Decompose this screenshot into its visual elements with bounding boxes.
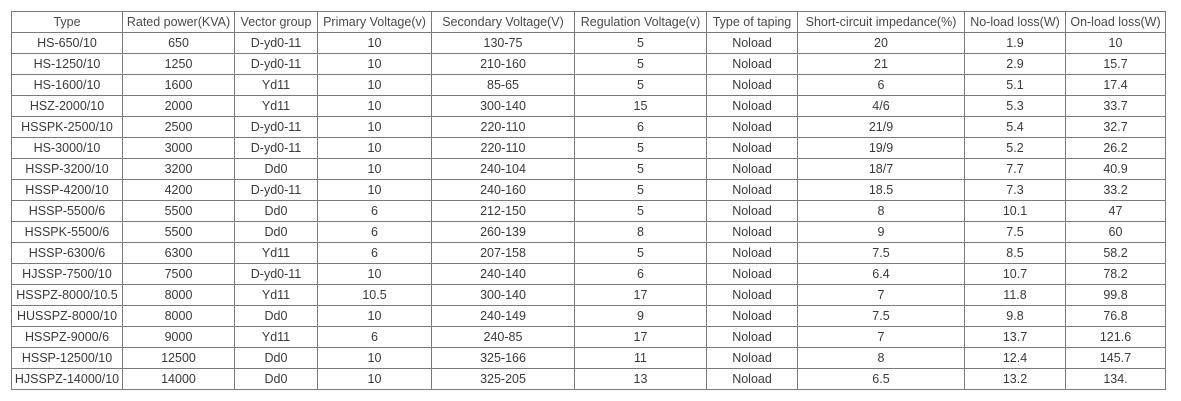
table-cell: 6 [318, 201, 432, 222]
table-cell: 10 [1066, 33, 1166, 54]
table-cell: 47 [1066, 201, 1166, 222]
table-cell: 8.5 [965, 243, 1066, 264]
table-cell: 7.5 [798, 243, 965, 264]
table-cell: 2000 [123, 96, 235, 117]
table-cell: 14000 [123, 369, 235, 390]
table-cell: 6 [318, 222, 432, 243]
table-row [12, 348, 1166, 369]
table-cell: 17 [575, 285, 707, 306]
table-cell: 1250 [123, 54, 235, 75]
table-cell: 7 [798, 285, 965, 306]
table-cell: HSSPZ-8000/10.5 [12, 285, 123, 306]
table-cell: 240-104 [432, 159, 575, 180]
table-cell: Noload [707, 33, 798, 54]
table-cell: Noload [707, 54, 798, 75]
table-cell: Yd11 [235, 285, 318, 306]
table-cell: 17 [575, 327, 707, 348]
table-cell: 10.7 [965, 264, 1066, 285]
table-cell: Noload [707, 243, 798, 264]
table-cell: 26.2 [1066, 138, 1166, 159]
table-cell: 8000 [123, 285, 235, 306]
table-row [12, 75, 1166, 96]
table-cell: 6 [318, 327, 432, 348]
table-cell: Noload [707, 75, 798, 96]
table-cell: HJSSP-7500/10 [12, 264, 123, 285]
table-cell: 13 [575, 369, 707, 390]
table-row [12, 369, 1166, 390]
table-cell: 220-110 [432, 117, 575, 138]
table-cell: 40.9 [1066, 159, 1166, 180]
table-cell: D-yd0-11 [235, 33, 318, 54]
table-cell: 2.9 [965, 54, 1066, 75]
table-cell: 240-160 [432, 180, 575, 201]
table-cell: Yd11 [235, 75, 318, 96]
col-rated-power-header: Rated power(KVA) [123, 12, 235, 33]
table-cell: 300-140 [432, 96, 575, 117]
table-row [12, 138, 1166, 159]
table-cell: 17.4 [1066, 75, 1166, 96]
table-cell: 240-149 [432, 306, 575, 327]
table-cell: 7.5 [798, 306, 965, 327]
table-cell: Dd0 [235, 369, 318, 390]
table-cell: 58.2 [1066, 243, 1166, 264]
table-cell: Noload [707, 369, 798, 390]
table-cell: 12.4 [965, 348, 1066, 369]
table-cell: 9 [575, 306, 707, 327]
table-row [12, 306, 1166, 327]
table-cell: 8 [798, 201, 965, 222]
table-cell: D-yd0-11 [235, 264, 318, 285]
table-cell: 10 [318, 348, 432, 369]
table-cell: 3200 [123, 159, 235, 180]
table-cell: 2500 [123, 117, 235, 138]
table-row [12, 54, 1166, 75]
table-header [12, 12, 1166, 33]
table-cell: HSSP-5500/6 [12, 201, 123, 222]
col-regulation-voltage-header: Regulation Voltage(v) [575, 12, 707, 33]
table-row [12, 33, 1166, 54]
table-row [12, 264, 1166, 285]
table-cell: 76.8 [1066, 306, 1166, 327]
table-cell: Noload [707, 159, 798, 180]
table-cell: 5.1 [965, 75, 1066, 96]
table-cell: 9000 [123, 327, 235, 348]
table-cell: Noload [707, 96, 798, 117]
table-cell: 5.3 [965, 96, 1066, 117]
table-cell: Dd0 [235, 348, 318, 369]
table-cell: 60 [1066, 222, 1166, 243]
table-cell: HS-3000/10 [12, 138, 123, 159]
table-cell: 78.2 [1066, 264, 1166, 285]
table-cell: 210-160 [432, 54, 575, 75]
col-on-load-loss-header: On-load loss(W) [1066, 12, 1166, 33]
table-cell: 18/7 [798, 159, 965, 180]
table-cell: 3000 [123, 138, 235, 159]
table-cell: 4/6 [798, 96, 965, 117]
table-cell: HSSP-4200/10 [12, 180, 123, 201]
table-cell: 207-158 [432, 243, 575, 264]
table-cell: 6 [798, 75, 965, 96]
table-cell: HUSSPZ-8000/10 [12, 306, 123, 327]
table-cell: 19/9 [798, 138, 965, 159]
table-cell: 6.4 [798, 264, 965, 285]
table-cell: Noload [707, 222, 798, 243]
table-cell: 15.7 [1066, 54, 1166, 75]
table-row [12, 222, 1166, 243]
table-cell: 10 [318, 159, 432, 180]
table-cell: 5.4 [965, 117, 1066, 138]
table-cell: Dd0 [235, 222, 318, 243]
table-cell: 5 [575, 33, 707, 54]
table-cell: Dd0 [235, 159, 318, 180]
table-cell: 21/9 [798, 117, 965, 138]
table-cell: 325-205 [432, 369, 575, 390]
table-cell: 11.8 [965, 285, 1066, 306]
table-cell: Noload [707, 306, 798, 327]
table-cell: 33.2 [1066, 180, 1166, 201]
table-cell: 10 [318, 117, 432, 138]
table-row [12, 180, 1166, 201]
table-row [12, 201, 1166, 222]
table-cell: 10 [318, 75, 432, 96]
table-cell: 130-75 [432, 33, 575, 54]
table-cell: 12500 [123, 348, 235, 369]
table-body [12, 33, 1166, 390]
table-cell: 32.7 [1066, 117, 1166, 138]
table-cell: 260-139 [432, 222, 575, 243]
col-vector-group-header: Vector group [235, 12, 318, 33]
col-type-of-taping-header: Type of taping [707, 12, 798, 33]
table-cell: 7 [798, 327, 965, 348]
table-row [12, 159, 1166, 180]
table-cell: 6300 [123, 243, 235, 264]
table-cell: HS-1600/10 [12, 75, 123, 96]
table-row [12, 117, 1166, 138]
table-cell: 4200 [123, 180, 235, 201]
table-cell: 6 [575, 117, 707, 138]
table-cell: Yd11 [235, 243, 318, 264]
col-no-load-loss-header: No-load loss(W) [965, 12, 1066, 33]
table-row [12, 243, 1166, 264]
table-cell: 5500 [123, 222, 235, 243]
table-cell: 9 [798, 222, 965, 243]
table-cell: HSSPZ-9000/6 [12, 327, 123, 348]
table-cell: 10 [318, 264, 432, 285]
table-row [12, 96, 1166, 117]
table-cell: 220-110 [432, 138, 575, 159]
table-cell: 240-140 [432, 264, 575, 285]
table-cell: 7.5 [965, 222, 1066, 243]
table-cell: HS-650/10 [12, 33, 123, 54]
table-row [12, 327, 1166, 348]
table-cell: 10 [318, 369, 432, 390]
table-cell: Noload [707, 117, 798, 138]
table-cell: 8 [575, 222, 707, 243]
table-cell: 212-150 [432, 201, 575, 222]
table-cell: 18.5 [798, 180, 965, 201]
table-cell: D-yd0-11 [235, 54, 318, 75]
table-cell: 10 [318, 180, 432, 201]
table-cell: HSSPK-5500/6 [12, 222, 123, 243]
table-cell: 5 [575, 180, 707, 201]
table-cell: 99.8 [1066, 285, 1166, 306]
col-short-circuit-impedance-header: Short-circuit impedance(%) [798, 12, 965, 33]
table-row [12, 285, 1166, 306]
table-cell: 1600 [123, 75, 235, 96]
table-cell: 10 [318, 306, 432, 327]
table-cell: Noload [707, 285, 798, 306]
table-cell: Noload [707, 327, 798, 348]
table-cell: 10.1 [965, 201, 1066, 222]
table-cell: 6 [575, 264, 707, 285]
table-cell: HSSP-12500/10 [12, 348, 123, 369]
header-row [12, 12, 1166, 33]
table-cell: 6.5 [798, 369, 965, 390]
table-cell: HSSPK-2500/10 [12, 117, 123, 138]
table-cell: Noload [707, 201, 798, 222]
table-cell: 15 [575, 96, 707, 117]
transformer-specs-table [11, 11, 1166, 390]
table-cell: 85-65 [432, 75, 575, 96]
table-cell: Dd0 [235, 306, 318, 327]
table-cell: 5500 [123, 201, 235, 222]
table-cell: 13.7 [965, 327, 1066, 348]
table-cell: 10 [318, 96, 432, 117]
table-cell: Yd11 [235, 96, 318, 117]
table-cell: 5 [575, 54, 707, 75]
table-cell: 11 [575, 348, 707, 369]
table-cell: HJSSPZ-14000/10 [12, 369, 123, 390]
table-cell: 145.7 [1066, 348, 1166, 369]
table-cell: 13.2 [965, 369, 1066, 390]
table-cell: 8 [798, 348, 965, 369]
table-cell: 5 [575, 243, 707, 264]
table-cell: 7500 [123, 264, 235, 285]
table-cell: HS-1250/10 [12, 54, 123, 75]
table-cell: 20 [798, 33, 965, 54]
table-cell: 134. [1066, 369, 1166, 390]
table-cell: HSSP-3200/10 [12, 159, 123, 180]
table-cell: 7.3 [965, 180, 1066, 201]
col-secondary-voltage-header: Secondary Voltage(V) [432, 12, 575, 33]
table-cell: 650 [123, 33, 235, 54]
table-cell: 1.9 [965, 33, 1066, 54]
col-primary-voltage-header: Primary Voltage(v) [318, 12, 432, 33]
table-cell: 10 [318, 54, 432, 75]
table-cell: 300-140 [432, 285, 575, 306]
table-cell: 325-166 [432, 348, 575, 369]
table-cell: Dd0 [235, 201, 318, 222]
table-cell: 5.2 [965, 138, 1066, 159]
col-type-header: Type [12, 12, 123, 33]
table-cell: Noload [707, 348, 798, 369]
table-cell: D-yd0-11 [235, 180, 318, 201]
table-cell: Yd11 [235, 327, 318, 348]
table-cell: 21 [798, 54, 965, 75]
table-cell: D-yd0-11 [235, 117, 318, 138]
table-cell: HSSP-6300/6 [12, 243, 123, 264]
table-cell: 5 [575, 75, 707, 96]
table-cell: 10.5 [318, 285, 432, 306]
table-cell: 8000 [123, 306, 235, 327]
table-cell: Noload [707, 264, 798, 285]
table-cell: 5 [575, 159, 707, 180]
table-cell: 240-85 [432, 327, 575, 348]
table-cell: 5 [575, 138, 707, 159]
table-cell: D-yd0-11 [235, 138, 318, 159]
table-cell: 10 [318, 33, 432, 54]
table-cell: 7.7 [965, 159, 1066, 180]
table-cell: 6 [318, 243, 432, 264]
table-cell: HSZ-2000/10 [12, 96, 123, 117]
table-cell: 121.6 [1066, 327, 1166, 348]
table-cell: Noload [707, 138, 798, 159]
table-cell: 33.7 [1066, 96, 1166, 117]
table-cell: Noload [707, 180, 798, 201]
table-cell: 10 [318, 138, 432, 159]
table-cell: 9.8 [965, 306, 1066, 327]
table-cell: 5 [575, 201, 707, 222]
